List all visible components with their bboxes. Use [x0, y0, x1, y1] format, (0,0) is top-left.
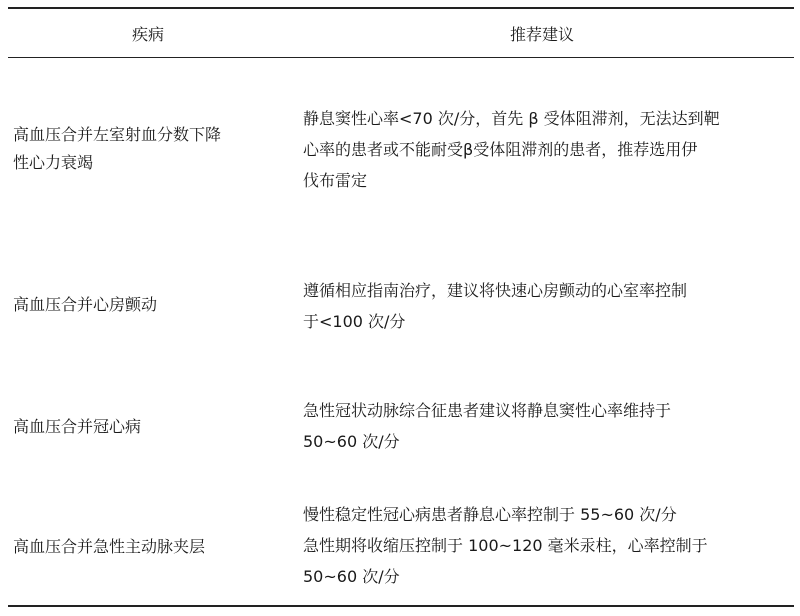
row-2-disease-line-1: 高血压合并心房颤动	[13, 295, 158, 314]
table-bottom-rule	[8, 605, 794, 607]
table-row-1-disease	[13, 121, 291, 177]
table-row-4-advice	[303, 499, 793, 592]
row-4-disease-line-1: 高血压合并急性主动脉夹层	[13, 537, 206, 556]
table-top-rule	[8, 7, 794, 9]
row-3-advice-line-2: 50~60 次/分	[303, 432, 400, 451]
header-advice: 推荐建议	[509, 24, 574, 44]
table-row-4-disease	[13, 533, 291, 561]
header-disease: 疾病	[131, 24, 164, 44]
table-row-2-advice	[303, 275, 793, 337]
row-3-advice-line-1: 急性冠状动脉综合征患者建议将静息窦性心率维持于	[303, 401, 672, 420]
row-2-advice-line-1: 遵循相应指南治疗，建议将快速心房颤动的心室率控制	[303, 281, 688, 300]
row-1-disease-line-2: 性心力衰竭	[13, 153, 94, 172]
row-3-disease-line-1: 高血压合并冠心病	[13, 417, 142, 436]
header-divider-rule	[8, 57, 794, 58]
row-4-advice-line-2: 急性期将收缩压控制于 100~120 毫米汞柱，心率控制于	[303, 536, 708, 555]
row-4-advice-line-1: 慢性稳定性冠心病患者静息心率控制于 55~60 次/分	[303, 505, 677, 524]
row-1-advice-line-2: 心率的患者或不能耐受β受体阻滞剂的患者，推荐选用伊	[303, 140, 698, 159]
table-row-3-disease	[13, 413, 291, 441]
table-row-3-advice	[303, 395, 793, 457]
table-row-1-advice	[303, 103, 793, 196]
row-1-advice-line-1: 静息窦性心率<70 次/分，首先 β 受体阻滞剂，无法达到靶	[303, 109, 720, 128]
table-row-2-disease	[13, 291, 291, 319]
row-4-advice-line-3: 50~60 次/分	[303, 567, 400, 586]
row-2-advice-line-2: 于<100 次/分	[303, 312, 406, 331]
row-1-advice-line-3: 伐布雷定	[303, 171, 368, 190]
row-1-disease-line-1: 高血压合并左室射血分数下降	[13, 125, 222, 144]
